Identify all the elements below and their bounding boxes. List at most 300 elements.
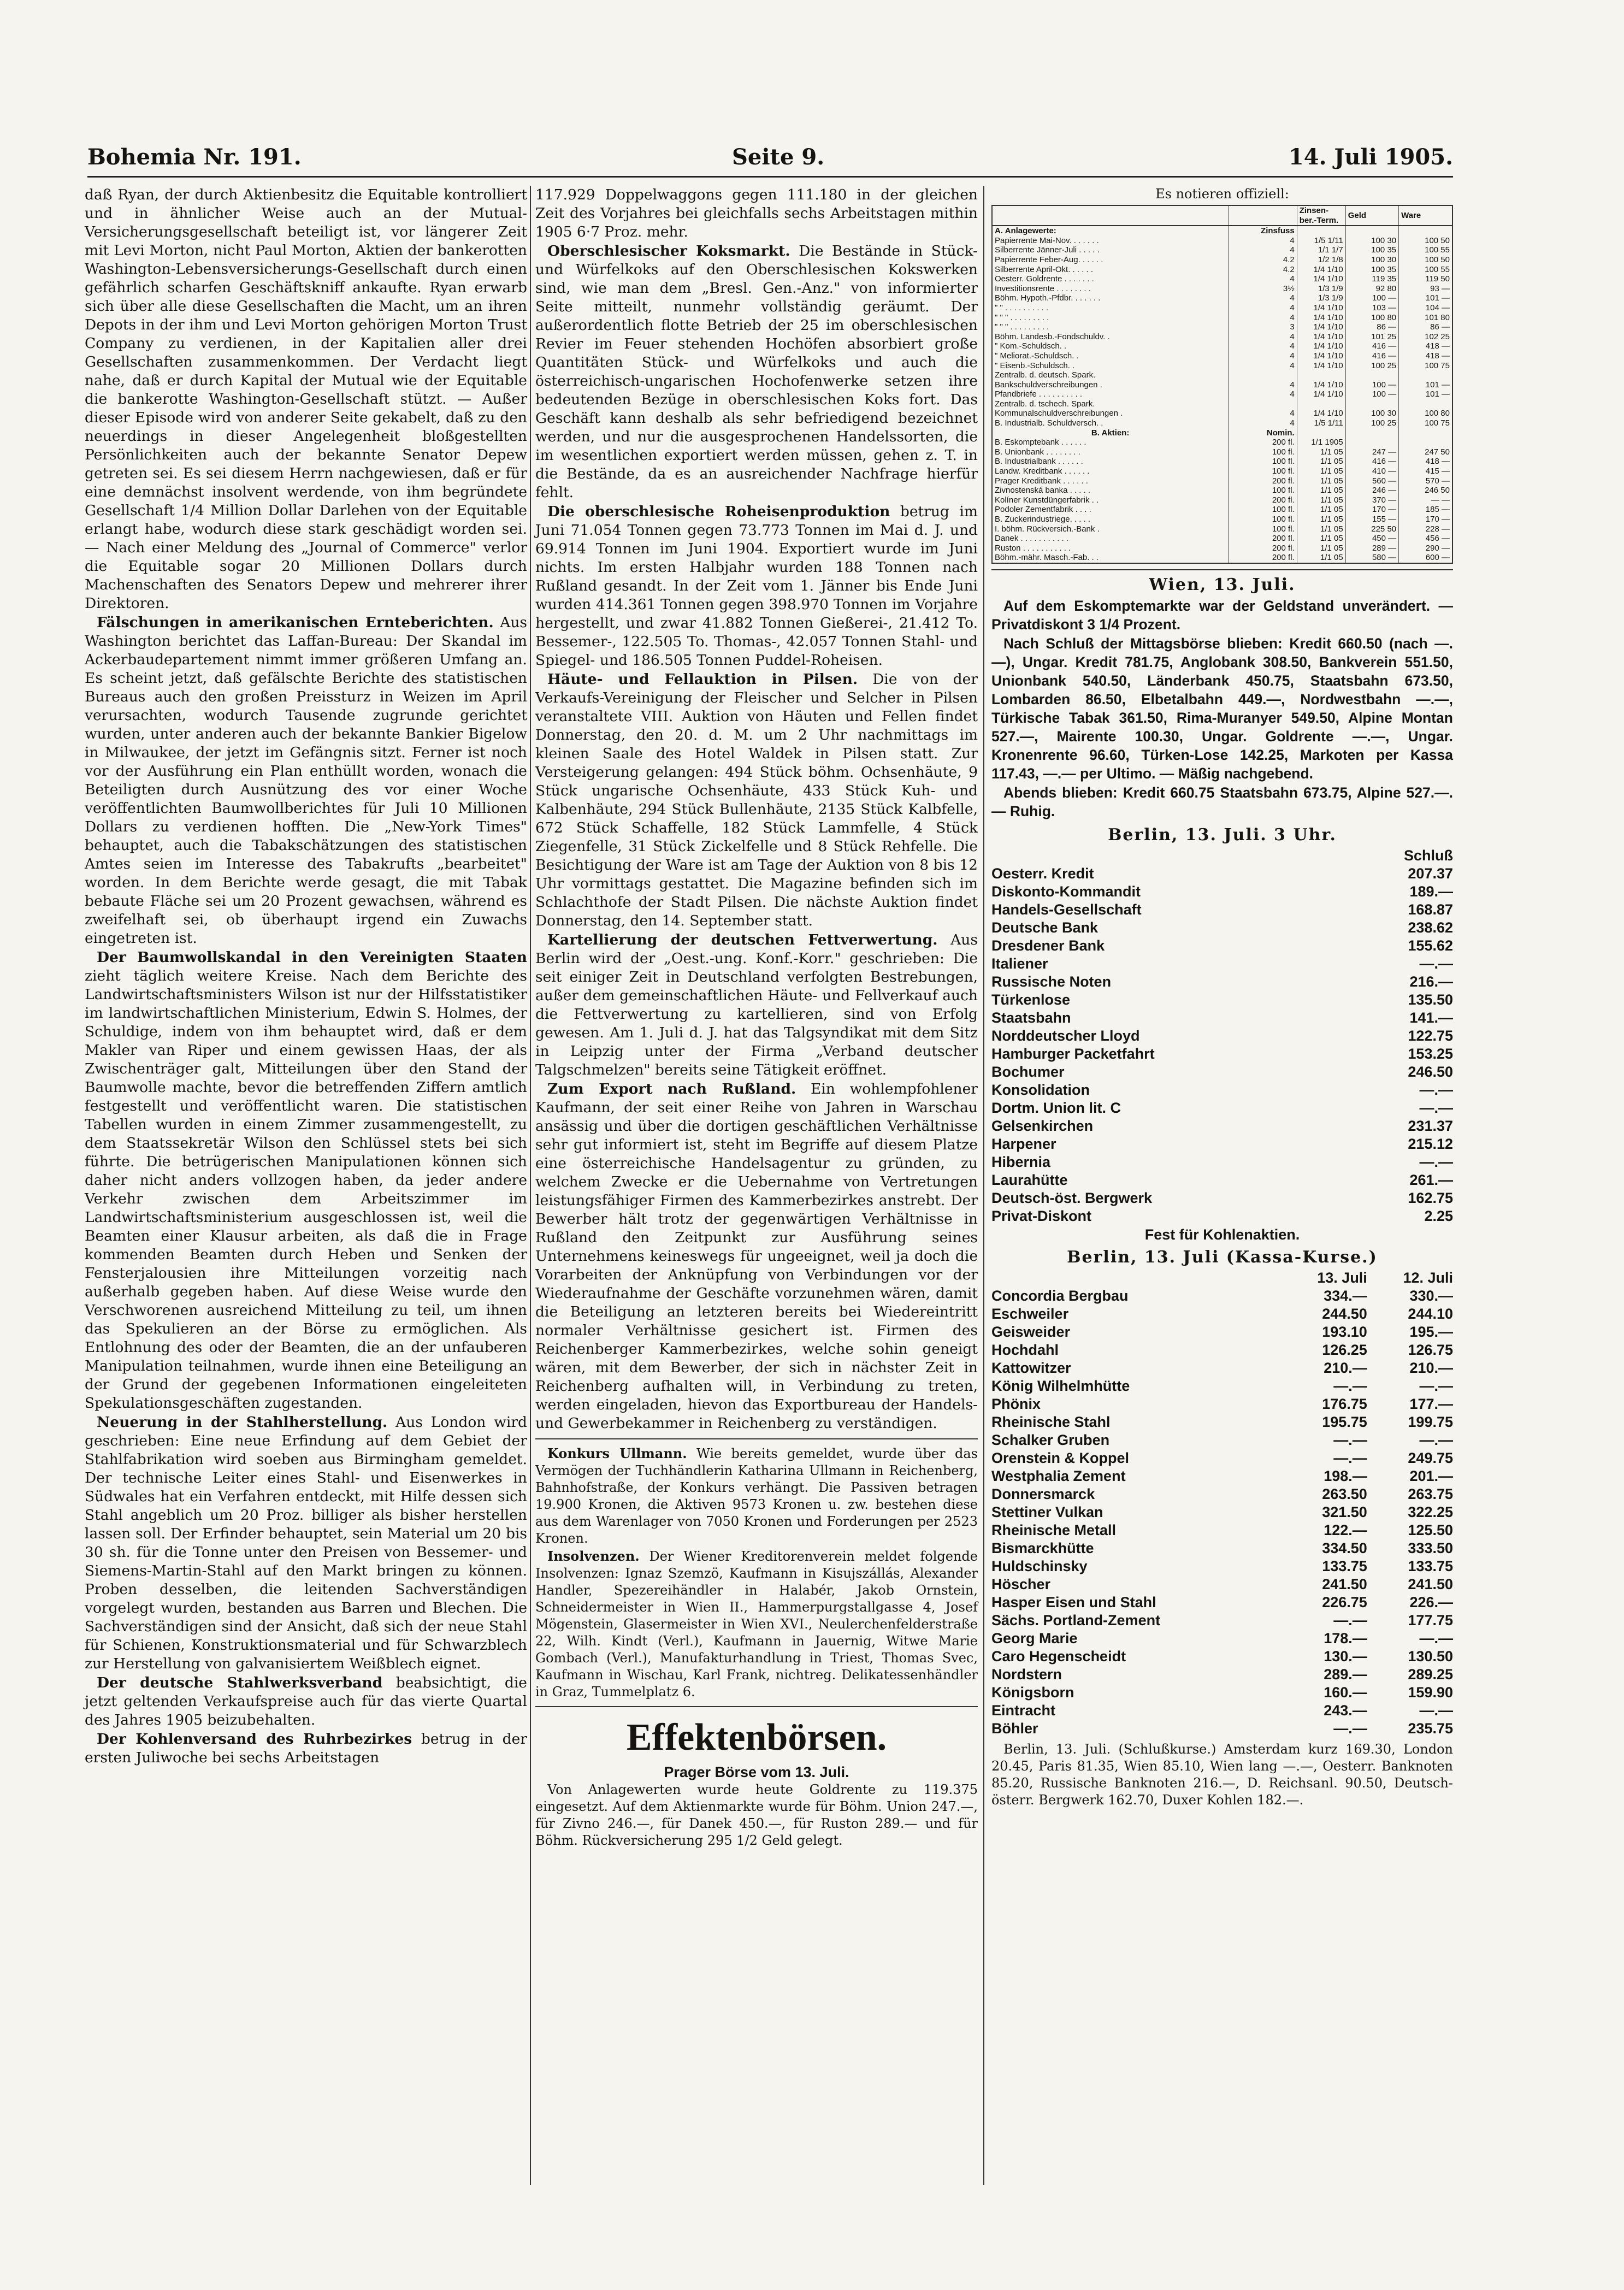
security-name: " Eisenb.-Schuldsch. . bbox=[992, 361, 1229, 371]
table-row bbox=[991, 1287, 1453, 1305]
quote-value: 243.— bbox=[1324, 1702, 1367, 1719]
table-row bbox=[992, 495, 1452, 505]
quote-value: 261.— bbox=[1409, 1171, 1453, 1188]
ask-value: 170 — bbox=[1399, 515, 1452, 524]
security-name: Landw. Kreditbank . . . . . . bbox=[992, 467, 1229, 476]
security-name: Oesterr. Goldrente . . . . . . . bbox=[992, 274, 1229, 284]
rate: 200 fl. bbox=[1229, 553, 1297, 563]
rate: 100 fl. bbox=[1229, 505, 1297, 515]
table-row bbox=[992, 418, 1452, 428]
bid-value: 450 — bbox=[1345, 534, 1398, 544]
quote-value: 195.75 bbox=[1322, 1413, 1367, 1430]
term: 1/4 1/10 bbox=[1297, 409, 1345, 418]
table-row bbox=[991, 883, 1453, 901]
section-title: Effektenbörsen. bbox=[626, 1716, 887, 1758]
ask-value: 418 — bbox=[1399, 341, 1452, 351]
quote-value: 199.75 bbox=[1408, 1413, 1453, 1430]
ask-value: 456 — bbox=[1399, 534, 1452, 544]
rate: 4 bbox=[1229, 274, 1297, 284]
article-heading: Fälschungen in amerikanischen Ernteberichten. bbox=[97, 614, 494, 631]
bid-value: 100 30 bbox=[1345, 236, 1398, 246]
table-row bbox=[991, 973, 1453, 991]
quote-value: 263.50 bbox=[1322, 1485, 1367, 1502]
bid-value: 416 — bbox=[1345, 341, 1398, 351]
ask-value: 101 80 bbox=[1399, 313, 1452, 323]
quote-value: 133.75 bbox=[1408, 1557, 1453, 1574]
prague-quotes-table bbox=[991, 205, 1453, 564]
table-row bbox=[991, 1135, 1453, 1153]
security-name: Phönix bbox=[991, 1395, 1041, 1412]
table-row bbox=[992, 544, 1452, 553]
rate bbox=[1229, 370, 1297, 380]
quote-value: 244.10 bbox=[1408, 1305, 1453, 1322]
article-text: Neuerung in der Stahlherstellung. Aus London wird geschrieben: Eine neue Erfindung auf dem Gebiet der Stahlfabrikation wird soeben aus Birmingham gemeldet. Der technische Leiter eines Stahl- und Eisenwerkes in Südwales hat ein Verfahren entdeckt, mit Hilfe dessen sich Stahl angeblich um 20 Proz. billiger als bisher herstellen lassen soll. Der Erfinder behauptet, sein Material um 20 bis 30 sh. für die Tonne unter den Preisen von Bessemer- und Siemens-Martin-Stahl auf den Markt bringen zu können. Proben desselben, die leitenden Sachverständigen vorgelegt wurden, bestanden aus Barren und Blechen. Die Sachverständigen sind der Ansicht, daß sich der neue Stahl für Schienen, Konstruktionsmaterial und für Schwarzblech zur Herstellung von galvanisiertem Weißblech eignet. bbox=[85, 1414, 527, 1672]
quote-value: 216.— bbox=[1409, 973, 1453, 990]
table-row bbox=[992, 553, 1452, 563]
security-name: Geisweider bbox=[991, 1323, 1071, 1340]
article-text: Die oberschlesische Roheisenproduktion betrug im Juni 71.054 Tonnen gegen 73.773 Tonnen im Mai d. J. und 69.914 Tonnen im Juni 1904. Exportiert wurde im Juni nichts. Im ersten Halbjahr wurden 188 Tonnen nach Rußland gesandt. In der Zeit vom 1. Jänner bis Ende Juni wurden 414.361 Tonnen gegen 398.970 Tonnen im Vorjahre hergestellt, und zwar 41.882 Tonnen Gießerei-, 21.412 To. Bessemer-, 122.505 To. Thomas-, 42.057 Tonnen Stahl- und Spiegel- und 186.505 Tonnen Puddel-Roheisen. bbox=[535, 503, 978, 669]
ask-value: 100 55 bbox=[1399, 245, 1452, 255]
quote-value: 201.— bbox=[1409, 1467, 1453, 1484]
bid-value: 100 — bbox=[1345, 293, 1398, 303]
table-caption: Es notieren offiziell: bbox=[1155, 186, 1289, 202]
security-name: Silberrente April-Okt. . . . . . bbox=[992, 265, 1229, 275]
security-name: Schalker Gruben bbox=[991, 1431, 1110, 1448]
bid-value: 101 25 bbox=[1345, 332, 1398, 342]
security-name: " Meliorat.-Schuldsch. . bbox=[992, 351, 1229, 361]
term: 1/1 05 bbox=[1297, 467, 1345, 476]
table-row bbox=[991, 1027, 1453, 1045]
quote-value: —.— bbox=[1333, 1431, 1367, 1448]
security-name: Podoler Zementfabrik . . . . bbox=[992, 505, 1229, 515]
table-row bbox=[992, 274, 1452, 284]
table-row bbox=[991, 937, 1453, 955]
article-text: Berlin, 13. Juli. (Schlußkurse.) Amsterdam kurz 169.30, London 20.45, Paris 81.35, Wien 85.10, Wien lang —.—, Oesterr. Banknoten 85.20, Russische Banknoten 216.—, D. Reichsanl. 90.50, Deutsch-österr. Bergwerk 162.70, Duxer Kohlen 182.—. bbox=[991, 1741, 1453, 1808]
subsection-title: Berlin, 13. Juli (Kassa-Kurse.) bbox=[1067, 1247, 1378, 1267]
quote-value: 122.75 bbox=[1408, 1027, 1453, 1044]
quote-value: 226.75 bbox=[1322, 1593, 1367, 1610]
rate: 4 bbox=[1229, 236, 1297, 246]
term: 1/4 1/10 bbox=[1297, 265, 1345, 275]
security-name: Orenstein & Koppel bbox=[991, 1449, 1130, 1466]
quote-value: 126.25 bbox=[1322, 1341, 1367, 1358]
bid-value: 100 80 bbox=[1345, 313, 1398, 323]
term: 1/1 05 bbox=[1297, 515, 1345, 524]
table-row bbox=[991, 1413, 1453, 1431]
security-name: Böhm. Hypoth.-Pfdbr. . . . . . . bbox=[992, 293, 1229, 303]
article-heading: Oberschlesischer Koksmarkt. bbox=[547, 243, 790, 259]
rate: 100 fl. bbox=[1229, 486, 1297, 495]
quote-value: 322.25 bbox=[1408, 1503, 1453, 1520]
quote-value: —.— bbox=[1419, 1153, 1453, 1170]
ask-value: 415 — bbox=[1399, 467, 1452, 476]
security-name: Rheinische Metall bbox=[991, 1521, 1117, 1538]
security-name: Huldschinsky bbox=[991, 1557, 1088, 1574]
security-name: Diskonto-Kommandit bbox=[991, 883, 1141, 900]
article-text: Der Baumwollskandal in den Vereinigten Staaten zieht täglich weitere Kreise. Nach dem Berichte des Landwirtschaftsministers Wilson ist nur der Hilfsstatistiker im landwirtschaftlichen Ministerium, Edwin S. Holmes, der Schuldige, indem von ihm behauptet wird, daß er dem Makler van Riper und einem gewissen Haas, der als Zwischenträger galt, Mitteilungen über den Stand der Baumwolle machte, bevor die betreffenden Ziffern amtlich festgestellt und veröffentlicht waren. Die statistischen Tabellen wurden in einem Zimmer zusammengestellt, zu dem Staatssekretär Wilson den Schlüssel stets bei sich führte. Die betrügerischen Manipulationen können sich daher nicht anders vollzogen haben, da jeder andere Verkehr zwischen dem Arbeitszimmer im Landwirtschaftsministerium ausgeschlossen ist, weil die Beamten einer Klausur arbeiten, als daß die in Frage kommenden Beamten durch Heben und Senken der Fensterjalousien ihre Mitteilungen vorzeitig nach außerhalb gegeben haben. Auf diese Weise wurde den Verschworenen ausreichend Mitteilung zu teil, um ihnen das Spekulieren an der Börse zu ermöglichen. Als Entlohnung des oder der Beamten, die an der unfauberen Manipulation teilnahmen, wurde ihnen eine Beteiligung an der Grund der gegebenen Informationen eingeleiteten Spekulationsgeschäften zugestanden. bbox=[85, 949, 527, 1412]
security-name: Konsolidation bbox=[991, 1081, 1090, 1098]
security-name: Russische Noten bbox=[991, 973, 1112, 990]
term: 1/3 1/9 bbox=[1297, 284, 1345, 294]
quote-value: 333.50 bbox=[1408, 1539, 1453, 1556]
table-row bbox=[991, 1207, 1453, 1225]
security-name: I. böhm. Rückversich.-Bank . bbox=[992, 524, 1229, 534]
security-name: " " " . . . . . . . . . bbox=[992, 322, 1229, 332]
header-issue: Bohemia Nr. 191. bbox=[87, 144, 302, 170]
term: 1/1 05 bbox=[1297, 544, 1345, 553]
table-row bbox=[991, 1648, 1453, 1666]
quote-value: 249.75 bbox=[1408, 1449, 1453, 1466]
rate: 4 bbox=[1229, 313, 1297, 323]
security-name: Türkenlose bbox=[991, 991, 1071, 1008]
security-name: Zivnostenská banka . . . . . bbox=[992, 486, 1229, 495]
table-header: 12. Juli bbox=[1403, 1269, 1453, 1286]
table-row bbox=[991, 1153, 1453, 1171]
article-text: Insolvenzen. Der Wiener Kreditorenverein meldet folgende Insolvenzen: Ignaz Szemzö, Kaufmann in Kisujszállás, Alexander Handler, Spezereihändler in Halabér, Jakob Ornstein, Schneidermeister in Wien II., Hammerpurgstallgasse 4, Josef Mögenstein, Glasermeister in Wien XVI., Neulerchenfelderstraße 22, Wilh. Kindt (Verl.), Kaufmann in Jauernig, Witwe Marie Gombach (Verl.), Manufakturhandlung in Triest, Thomas Svec, Kaufmann in Wischau, Karl Frank, nichtreg. Delikatessenhändler in Graz, Tummelplatz 6. bbox=[535, 1548, 978, 1699]
quote-value: —.— bbox=[1419, 1099, 1453, 1116]
quote-value: 176.75 bbox=[1322, 1395, 1367, 1412]
term bbox=[1297, 370, 1345, 380]
column-1 bbox=[85, 186, 527, 1768]
rate: 4.2 bbox=[1229, 265, 1297, 275]
ask-value: 104 — bbox=[1399, 303, 1452, 313]
security-name: Georg Marie bbox=[991, 1630, 1078, 1646]
quote-value: 135.50 bbox=[1408, 991, 1453, 1008]
ask-value: 100 75 bbox=[1399, 361, 1452, 371]
table-row bbox=[992, 370, 1452, 380]
security-name: B. Industrialbank . . . . . . bbox=[992, 457, 1229, 467]
quote-value: 263.75 bbox=[1408, 1485, 1453, 1502]
security-name: König Wilhelmhütte bbox=[991, 1377, 1130, 1394]
table-row bbox=[992, 380, 1452, 390]
quote-value: 155.62 bbox=[1408, 937, 1453, 954]
quote-value: 122.— bbox=[1324, 1521, 1367, 1538]
table-row bbox=[991, 1081, 1453, 1099]
bid-value: 416 — bbox=[1345, 351, 1398, 361]
rate: 100 fl. bbox=[1229, 515, 1297, 524]
table-row bbox=[991, 955, 1453, 973]
quote-value: 162.75 bbox=[1408, 1189, 1453, 1206]
term: 1/1 05 bbox=[1297, 495, 1345, 505]
table-row bbox=[992, 265, 1452, 275]
ask-value: — — bbox=[1399, 495, 1452, 505]
bid-value: 247 — bbox=[1345, 447, 1398, 457]
term: 1/1 05 bbox=[1297, 553, 1345, 563]
rate: 100 fl. bbox=[1229, 457, 1297, 467]
term: 1/2 1/8 bbox=[1297, 255, 1345, 265]
table-row bbox=[992, 332, 1452, 342]
quote-value: —.— bbox=[1333, 1449, 1367, 1466]
column-2 bbox=[535, 186, 978, 1850]
quote-value: —.— bbox=[1333, 1377, 1367, 1394]
ask-value: 100 50 bbox=[1399, 255, 1452, 265]
security-name: Hasper Eisen und Stahl bbox=[991, 1593, 1156, 1610]
security-name: Stettiner Vulkan bbox=[991, 1503, 1103, 1520]
table-row bbox=[991, 1449, 1453, 1467]
article-heading: Der Baumwollskandal in den Vereinigten Staaten bbox=[97, 949, 527, 966]
rate: 4 bbox=[1229, 245, 1297, 255]
ask-value: 86 — bbox=[1399, 322, 1452, 332]
bid-value: 560 — bbox=[1345, 476, 1398, 486]
security-name: Nordstern bbox=[991, 1666, 1062, 1683]
quote-value: 189.— bbox=[1409, 883, 1453, 900]
security-name: " " . . . . . . . . . . bbox=[992, 303, 1229, 313]
quote-value: 126.75 bbox=[1408, 1341, 1453, 1358]
table-row bbox=[991, 1485, 1453, 1503]
security-name: Privat-Diskont bbox=[991, 1207, 1092, 1224]
article-text: 117.929 Doppelwaggons gegen 111.180 in der gleichen Zeit des Vorjahres bei gleichfalls sechs Arbeitstagen mithin 1905 6·7 Proz. mehr. bbox=[535, 186, 978, 240]
security-name: Danek . . . . . . . . . . . bbox=[992, 534, 1229, 544]
header-date: 14. Juli 1905. bbox=[1288, 144, 1453, 170]
header-page-number: Seite 9. bbox=[732, 144, 825, 170]
column-divider bbox=[530, 186, 531, 2185]
table-row bbox=[991, 1612, 1453, 1630]
quote-value: 141.— bbox=[1409, 1009, 1453, 1026]
bid-value: 410 — bbox=[1345, 467, 1398, 476]
security-name: Dresdener Bank bbox=[991, 937, 1105, 954]
security-name: Westphalia Zement bbox=[991, 1467, 1126, 1484]
table-row bbox=[992, 255, 1452, 265]
security-name: Laurahütte bbox=[991, 1171, 1068, 1188]
rate: 4 bbox=[1229, 418, 1297, 428]
quote-value: 133.75 bbox=[1322, 1557, 1367, 1574]
term: 1/1 05 bbox=[1297, 486, 1345, 495]
table-row bbox=[991, 865, 1453, 883]
ask-value: 290 — bbox=[1399, 544, 1452, 553]
quote-value: 334.50 bbox=[1322, 1539, 1367, 1556]
security-name: Hochdahl bbox=[991, 1341, 1059, 1358]
quote-value: 168.87 bbox=[1408, 901, 1453, 918]
security-name: Kommunalschuldverschreibungen . bbox=[992, 409, 1229, 418]
quote-value: 130.50 bbox=[1408, 1648, 1453, 1665]
section-rule bbox=[535, 1706, 978, 1707]
table-row bbox=[992, 351, 1452, 361]
security-name: Bismarckhütte bbox=[991, 1539, 1094, 1556]
security-name: B. Unionbank . . . . . . . . bbox=[992, 447, 1229, 457]
table-row bbox=[991, 1503, 1453, 1521]
security-name: Papierrente Mai-Nov. . . . . . . bbox=[992, 236, 1229, 246]
quote-value: 210.— bbox=[1409, 1359, 1453, 1376]
table-row bbox=[992, 389, 1452, 399]
table-row bbox=[991, 1045, 1453, 1063]
ask-value: 600 — bbox=[1399, 553, 1452, 563]
rate: 200 fl. bbox=[1229, 476, 1297, 486]
table-header bbox=[1229, 205, 1297, 226]
article-text: Auf dem Eskomptemarkte war der Geldstand unverändert. — Privatdiskont 3 1/4 Prozent. bbox=[991, 597, 1453, 633]
table-row bbox=[992, 236, 1452, 246]
section-rule bbox=[991, 569, 1453, 570]
rate: 200 fl. bbox=[1229, 544, 1297, 553]
security-name: Böhler bbox=[991, 1720, 1038, 1737]
bid-value: 92 80 bbox=[1345, 284, 1398, 294]
bid-value: 370 — bbox=[1345, 495, 1398, 505]
term: 1/5 1/11 bbox=[1297, 236, 1345, 246]
quote-value: 207.37 bbox=[1408, 865, 1453, 882]
table-row bbox=[991, 1702, 1453, 1720]
rate: 100 fl. bbox=[1229, 524, 1297, 534]
ask-value: 100 50 bbox=[1399, 236, 1452, 246]
table-row bbox=[991, 1171, 1453, 1189]
article-heading: Konkurs Ullmann. bbox=[547, 1445, 687, 1461]
security-name: Donnersmarck bbox=[991, 1485, 1095, 1502]
security-name: Gelsenkirchen bbox=[991, 1117, 1094, 1134]
ask-value bbox=[1399, 438, 1452, 447]
quote-value: 125.50 bbox=[1408, 1521, 1453, 1538]
ask-value: 228 — bbox=[1399, 524, 1452, 534]
security-name: " Kom.-Schuldsch. . bbox=[992, 341, 1229, 351]
bid-value: 100 35 bbox=[1345, 245, 1398, 255]
table-row bbox=[992, 457, 1452, 467]
table-row bbox=[992, 534, 1452, 544]
table-row bbox=[991, 1575, 1453, 1593]
ask-value: 119 50 bbox=[1399, 274, 1452, 284]
table-row bbox=[991, 1009, 1453, 1027]
term: 1/4 1/10 bbox=[1297, 313, 1345, 323]
table-row bbox=[991, 1377, 1453, 1395]
quote-value: 244.50 bbox=[1322, 1305, 1367, 1322]
table-row bbox=[992, 524, 1452, 534]
table-row bbox=[991, 1467, 1453, 1485]
term: 1/1 1905 bbox=[1297, 438, 1345, 447]
bid-value bbox=[1345, 370, 1398, 380]
table-row bbox=[992, 341, 1452, 351]
quote-value: —.— bbox=[1419, 1377, 1453, 1394]
rate: 200 fl. bbox=[1229, 534, 1297, 544]
bid-value: 100 30 bbox=[1345, 409, 1398, 418]
table-row bbox=[991, 1359, 1453, 1377]
quote-value: 198.— bbox=[1324, 1467, 1367, 1484]
bid-value bbox=[1345, 399, 1398, 409]
table-header: Zinsen-ber.-Term. bbox=[1297, 205, 1345, 226]
subsection-title: Berlin, 13. Juli. 3 Uhr. bbox=[1108, 825, 1337, 845]
bid-value: 100 — bbox=[1345, 380, 1398, 390]
term: 1/4 1/10 bbox=[1297, 380, 1345, 390]
table-row bbox=[991, 1305, 1453, 1323]
table-row bbox=[992, 293, 1452, 303]
security-name: Prager Kreditbank . . . . . . bbox=[992, 476, 1229, 486]
bid-value: 100 35 bbox=[1345, 265, 1398, 275]
security-name: Eschweiler bbox=[991, 1305, 1069, 1322]
security-name: Rheinische Stahl bbox=[991, 1413, 1111, 1430]
term bbox=[1297, 399, 1345, 409]
security-name: Kattowitzer bbox=[991, 1359, 1071, 1376]
term: 1/4 1/10 bbox=[1297, 303, 1345, 313]
security-name: Bankschuldverschreibungen . bbox=[992, 380, 1229, 390]
security-name: " " " . . . . . . . . . bbox=[992, 313, 1229, 323]
table-row bbox=[991, 1189, 1453, 1207]
table-row bbox=[991, 901, 1453, 919]
quote-value: 289.25 bbox=[1408, 1666, 1453, 1683]
table-header: Schluß bbox=[1403, 847, 1453, 864]
term: 1/4 1/10 bbox=[1297, 361, 1345, 371]
rate: 4 bbox=[1229, 332, 1297, 342]
quote-value: 330.— bbox=[1409, 1287, 1453, 1304]
security-name: Dortm. Union lit. C bbox=[991, 1099, 1121, 1116]
quote-value: 226.— bbox=[1409, 1593, 1453, 1610]
quote-value: 235.75 bbox=[1408, 1720, 1453, 1737]
table-row bbox=[991, 1063, 1453, 1081]
ask-value: 418 — bbox=[1399, 457, 1452, 467]
quote-value: 238.62 bbox=[1408, 919, 1453, 936]
quote-value: 231.37 bbox=[1408, 1117, 1453, 1134]
article-heading: Der Kohlenversand des Ruhrbezirkes bbox=[97, 1731, 412, 1748]
article-text: Der Kohlenversand des Ruhrbezirkes betrug in der ersten Juliwoche bei sechs Arbeitstagen bbox=[85, 1731, 527, 1766]
table-row bbox=[992, 447, 1452, 457]
security-name: Concordia Bergbau bbox=[991, 1287, 1129, 1304]
berlin-quotes-table bbox=[991, 847, 1453, 1225]
table-row bbox=[991, 1666, 1453, 1684]
ask-value bbox=[1399, 399, 1452, 409]
quote-value: 130.— bbox=[1324, 1648, 1367, 1665]
table-row bbox=[991, 919, 1453, 937]
security-name: Harpener bbox=[991, 1135, 1056, 1152]
quote-value: 246.50 bbox=[1408, 1063, 1453, 1080]
article-text: Von Anlagewerten wurde heute Goldrente zu 119.375 eingesetzt. Auf dem Aktienmarkte wurde für Böhm. Union 247.—, für Zivno 246.—, für Danek 450.—, für Ruston 289.— und für Böhm. Rückversicherung 295 1/2 Geld gelegt. bbox=[535, 1782, 978, 1848]
table-row bbox=[992, 322, 1452, 332]
quote-value: 178.— bbox=[1324, 1630, 1367, 1646]
rate: 3½ bbox=[1229, 284, 1297, 294]
table-header: Nomin. bbox=[1229, 428, 1297, 438]
rate: 4 bbox=[1229, 361, 1297, 371]
rate: 4 bbox=[1229, 341, 1297, 351]
table-row bbox=[991, 1720, 1453, 1738]
bid-value: 103 — bbox=[1345, 303, 1398, 313]
quote-value: —.— bbox=[1419, 1702, 1453, 1719]
quote-value: 153.25 bbox=[1408, 1045, 1453, 1062]
article-text: Häute- und Fellauktion in Pilsen. Die von der Verkaufs-Vereinigung der Fleischer und Selcher in Pilsen veranstaltete VIII. Auktion von Häuten und Fellen findet Donnerstag, den 20. d. M. um 2 Uhr nachmittags im kleinen Saale des Hotel Waldek in Pilsen statt. Zur Versteigerung gelangen: 494 Stück böhm. Ochsenhäute, 9 Stück ungarische Ochsenhäute, 433 Stück Kuh- und Kalbenhäute, 294 Stück Bullenhäute, 2135 Stück Kalbfelle, 672 Stück Schaffelle, 182 Stück Lammfelle, 4 Stück Ziegenfelle, 31 Stück Zickelfelle und 8 Stück Rehfelle. Die Besichtigung der Ware ist am Tage der Auktion von 8 bis 12 Uhr vormittags gestattet. Die Magazine befinden sich im Schlachthofe der Stadt Pilsen. Die nächste Auktion findet Donnerstag, den 14. September statt. bbox=[535, 671, 978, 929]
table-row bbox=[992, 467, 1452, 476]
bid-value: 100 25 bbox=[1345, 418, 1398, 428]
security-name: Höscher bbox=[991, 1575, 1051, 1592]
ask-value: 418 — bbox=[1399, 351, 1452, 361]
article-heading: Der deutsche Stahlwerksverband bbox=[97, 1674, 383, 1691]
security-name: Staatsbahn bbox=[991, 1009, 1071, 1026]
article-text: Fälschungen in amerikanischen Ernteberichten. Aus Washington berichtet das Laffan-Bureau: Der Skandal im Ackerbaudepartement nimmt immer größeren Umfang an. Es scheint jetzt, daß gefälschte Berichte des statistischen Bureaus auch den großen Preissturz in Weizen im April verursachten, wodurch Tausende zugrunde gerichtet wurden, unter anderen auch der bekannte Bankier Bigelow in Milwaukee, der jetzt im Gefängnis sitzt. Ferner ist noch vor der Ausführung ein Plan enthüllt worden, wonach die Beteiligten durch Ausnützung des vor einer Woche veröffentlichten Baumwollberichtes für Juli 10 Millionen Dollars zu verdienen hofften. Die „New-York Times" behauptet, auch die Tabakschätzungen des statistischen Amtes seien im Interesse des Tabakrufts „bearbeitet" worden. In dem Berichte werde gesagt, die mit Tabak bebaute Fläche sei um 20 Prozent gewachsen, während es zweifelhaft sei, ob überhaupt irgend ein Zuwachs eingetreten ist. bbox=[85, 614, 527, 947]
security-name: Deutsche Bank bbox=[991, 919, 1099, 936]
table-header: Geld bbox=[1345, 205, 1398, 226]
table-row bbox=[991, 1557, 1453, 1575]
quote-value: —.— bbox=[1419, 1081, 1453, 1098]
rate: 100 fl. bbox=[1229, 447, 1297, 457]
quote-value: 193.10 bbox=[1322, 1323, 1367, 1340]
rate: 200 fl. bbox=[1229, 495, 1297, 505]
table-header: Zinsfuss bbox=[1229, 226, 1297, 236]
table-row bbox=[992, 476, 1452, 486]
article-heading: Insolvenzen. bbox=[547, 1548, 640, 1564]
security-name: Papierrente Feber-Aug. . . . . . bbox=[992, 255, 1229, 265]
subsection-title: Prager Börse vom 13. Juli. bbox=[664, 1764, 849, 1780]
table-row bbox=[991, 1099, 1453, 1117]
table-row bbox=[991, 1593, 1453, 1612]
security-name: Silberrente Jänner-Juli . . . . . bbox=[992, 245, 1229, 255]
security-name: Königsborn bbox=[991, 1684, 1074, 1701]
table-header bbox=[992, 205, 1229, 226]
article-text: daß Ryan, der durch Aktienbesitz die Equitable kontrolliert und in ähnlicher Weise auch an der Mutual-Versicherungsgesellschaft beteiligt ist, vor längerer Zeit mit Levi Morton, nicht Paul Morton, Aktien der bankerotten Washington-Lebensversicherungs-Gesellschaft durch einen gefährlich scharfen Geschäftskniff ankaufte. Ryan erwarb sich über alle diese Gesellschaften die Macht, um an ihren Depots in der ihm und Levi Morton gehörigen Morton Trust Company zu verdienen, in der Kapitalien aller drei Gesellschaften zusammenkommen. Der Verdacht liegt nahe, daß er durch Kapital der Mutual wie der Equitable die bankerotte Washington-Gesellschaft stützt. — Außer dieser Episode wird von anderer Seite gekabelt, daß zu den neuerdings in dieser Angelegenheit bloßgestellten Persönlichkeiten auch der bekannte Senator Depew getreten sei. Es sei diesem Herrn nachgewiesen, daß er für eine demnächst insolvent werdende, von ihm begründete Gesellschaft 1/4 Million Dollar Darlehen von der Equitable erlangt habe, wodurch diese stark geschädigt worden sei. — Nach einer Meldung des „Journal of Commerce" verlor die Equitable sogar 20 Millionen Dollars durch Machenschaften des Senators Depew und mehrerer ihrer Direktoren. bbox=[85, 186, 527, 612]
article-heading: Die oberschlesische Roheisenproduktion bbox=[547, 503, 890, 520]
ask-value: 100 80 bbox=[1399, 409, 1452, 418]
ask-value: 570 — bbox=[1399, 476, 1452, 486]
bid-value: 170 — bbox=[1345, 505, 1398, 515]
bid-value: 86 — bbox=[1345, 322, 1398, 332]
term: 1/1 05 bbox=[1297, 447, 1345, 457]
table-row bbox=[992, 438, 1452, 447]
term: 1/4 1/10 bbox=[1297, 389, 1345, 399]
security-name: Böhm.-mähr. Masch.-Fab. . . bbox=[992, 553, 1229, 563]
market-note: Fest für Kohlenaktien. bbox=[1144, 1226, 1300, 1243]
table-row bbox=[991, 1341, 1453, 1359]
quote-value: —.— bbox=[1419, 1431, 1453, 1448]
security-name: B. Eskomptebank . . . . . . bbox=[992, 438, 1229, 447]
